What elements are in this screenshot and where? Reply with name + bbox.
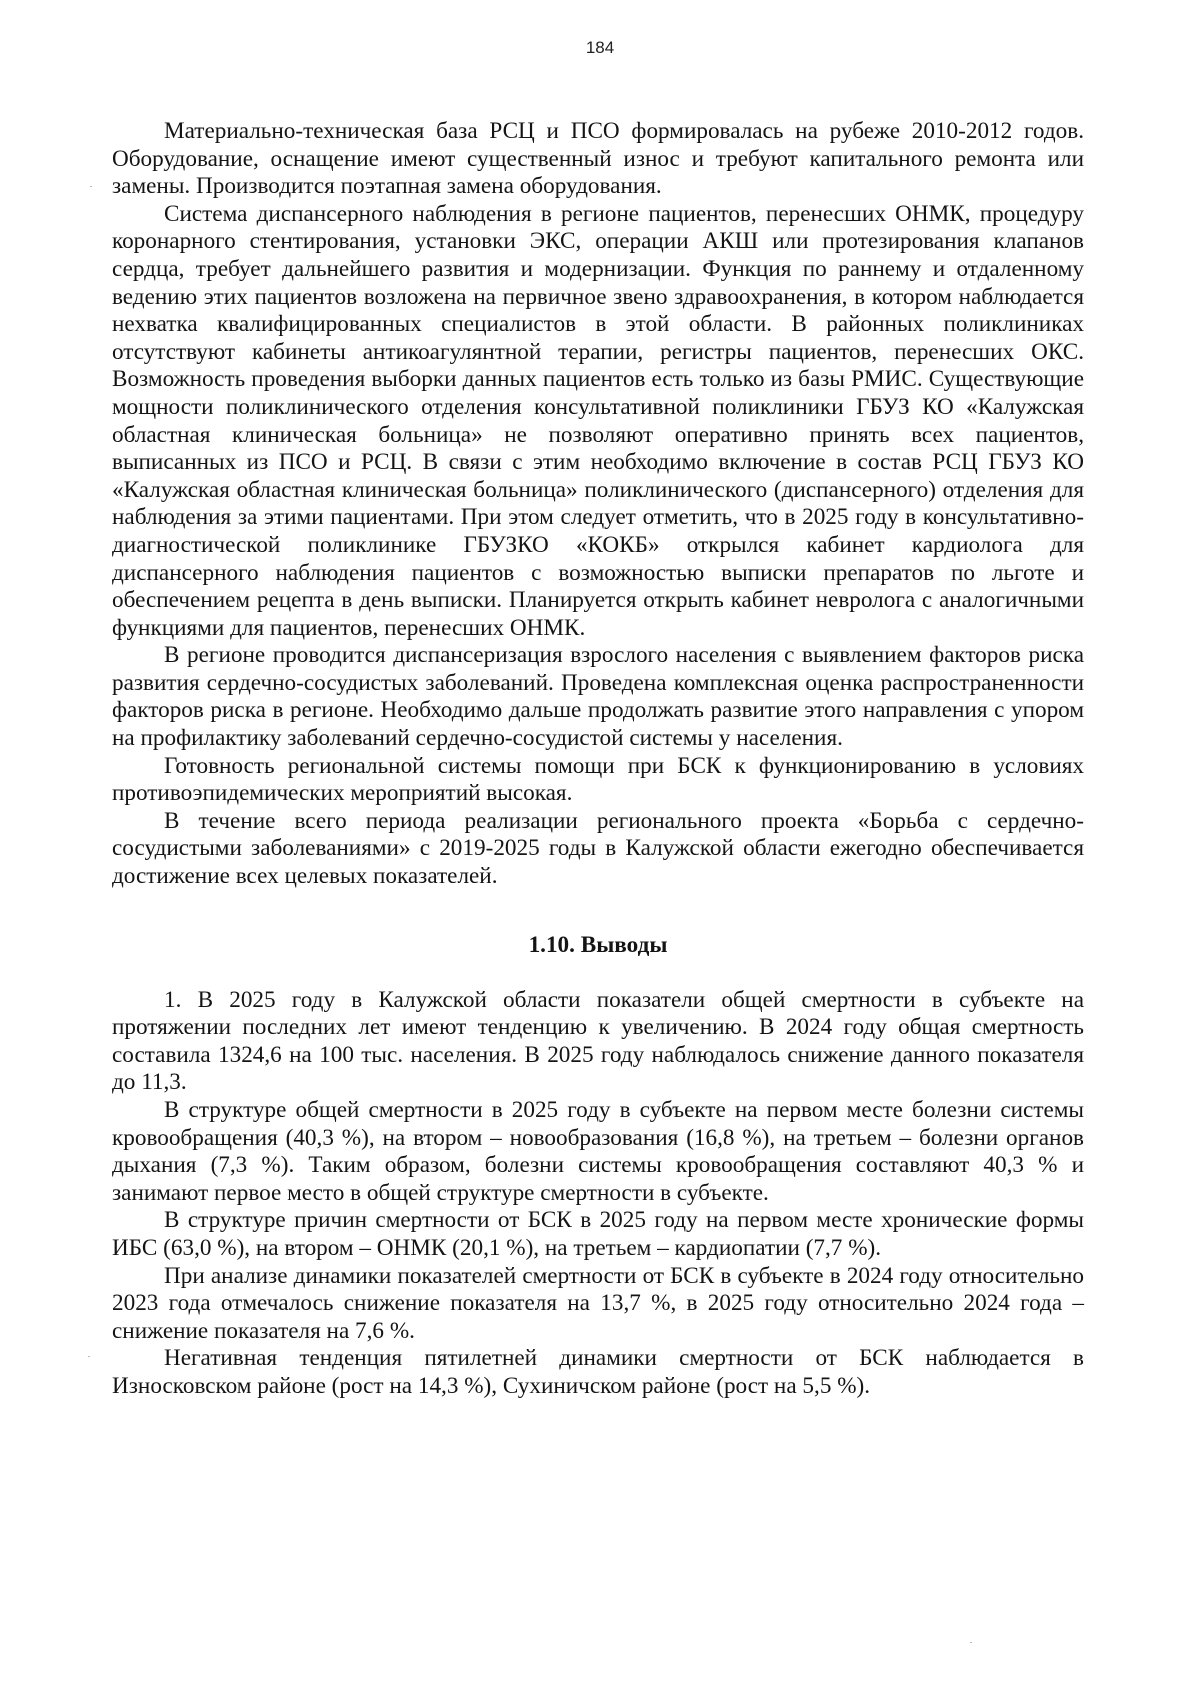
paragraph-conclusion-mortality: 1. В 2025 году в Калужской области показатели общей смертности в субъекте на протяжении последних лет имеют тенденцию к увеличению. В 2024 году общая смертность составила 1324,6 на 100 тыс. населения. В 2025 году наблюдалось снижение данного показателя до 11,3. [112, 986, 1084, 1096]
section-heading: 1.10. Выводы [528, 931, 668, 958]
paragraph-readiness: Готовность региональной системы помощи при БСК к функционированию в условиях противоэпидемических мероприятий высокая. [112, 752, 1084, 807]
paragraph-dispensarization: В регионе проводится диспансеризация взрослого населения с выявлением факторов риска развития сердечно-сосудистых заболеваний. Проведена комплексная оценка распространенности факторов риска в регионе. Необходимо дальше продолжать развитие этого направления с упором на профилактику заболеваний сердечно-сосудистой системы у населения. [112, 642, 1084, 752]
paragraph-conclusion-structure: В структуре общей смертности в 2025 году в субъекте на первом месте болезни системы кровообращения (40,3 %), на втором – новообразования (16,8 %), на третьем – болезни органов дыхания (7,3 %). Таким образом, болезни системы кровообращения составляют 40,3 % и занимают первое место в общей структуре смертности в субъекте. [112, 1097, 1084, 1206]
scan-speck [90, 186, 92, 187]
page-body [112, 118, 1084, 1401]
paragraph-equipment-base: Материально-техническая база РСЦ и ПСО формировалась на рубеже 2010-2012 годов. Оборудование, оснащение имеют существенный износ и требуют капитального ремонта или замены. Производится поэтапная замена оборудования. [112, 118, 1084, 200]
paragraph-dispensary-observation: Система диспансерного наблюдения в регионе пациентов, перенесших ОНМК, процедуру коронарного стентирования, установки ЭКС, операции АКШ или протезирования клапанов сердца, требует дальнейшего развития и модернизации. Функция по раннему и отдаленному ведению этих пациентов возложена на первичное звено здравоохранения, в котором наблюдается нехватка квалифицированных специалистов в этой области. В районных поликлиниках отсутствуют кабинеты антикоагулянтной терапии, регистры пациентов, перенесших ОКС. Возможность проведения выборки данных пациентов есть только из базы РМИС. Существующие мощности поликлинического отделения консультативной поликлиники ГБУЗ КО «Калужская областная клиническая больница» не позволяют оперативно принять всех пациентов, выписанных из ПСО и РСЦ. В связи с этим необходимо включение в состав РСЦ ГБУЗ КО «Калужская областная клиническая больница» поликлинического (диспансерного) отделения для наблюдения за этими пациентами. При этом следует отметить, что в 2025 году в консультативно-диагностической поликлинике ГБУЗКО «КОКБ» открылся кабинет кардиолога для диспансерного наблюдения пациентов с возможностью выписки препаратов по льготе и обеспечением рецепта в день выписки. Планируется открыть кабинет невролога с аналогичными функциями для пациентов, перенесших ОНМК. [112, 200, 1084, 641]
paragraph-conclusion-dynamics: При анализе динамики показателей смертности от БСК в субъекте в 2024 году относительно 2023 года отмечалось снижение показателя на 13,7 %, в 2025 году относительно 2024 года – снижение показателя на 7,6 %. [112, 1262, 1084, 1344]
paragraph-conclusion-negative-trend: Негативная тенденция пятилетней динамики смертности от БСК наблюдается в Износковском районе (рост на 14,3 %), Сухиничском районе (рост на 5,5 %). [112, 1345, 1084, 1399]
paragraph-conclusion-causes: В структуре причин смертности от БСК в 2025 году на первом месте хронические формы ИБС (63,0 %), на втором – ОНМК (20,1 %), на третьем – кардиопатии (7,7 %). [112, 1207, 1084, 1261]
page-number: 184 [585, 38, 615, 57]
paragraph-project-targets: В течение всего периода реализации регионального проекта «Борьба с сердечно-сосудистыми заболеваниями» с 2019-2025 годы в Калужской области ежегодно обеспечивается достижение всех целевых показателей. [112, 807, 1084, 890]
scan-speck [88, 1356, 90, 1357]
scan-speck [970, 1642, 972, 1643]
